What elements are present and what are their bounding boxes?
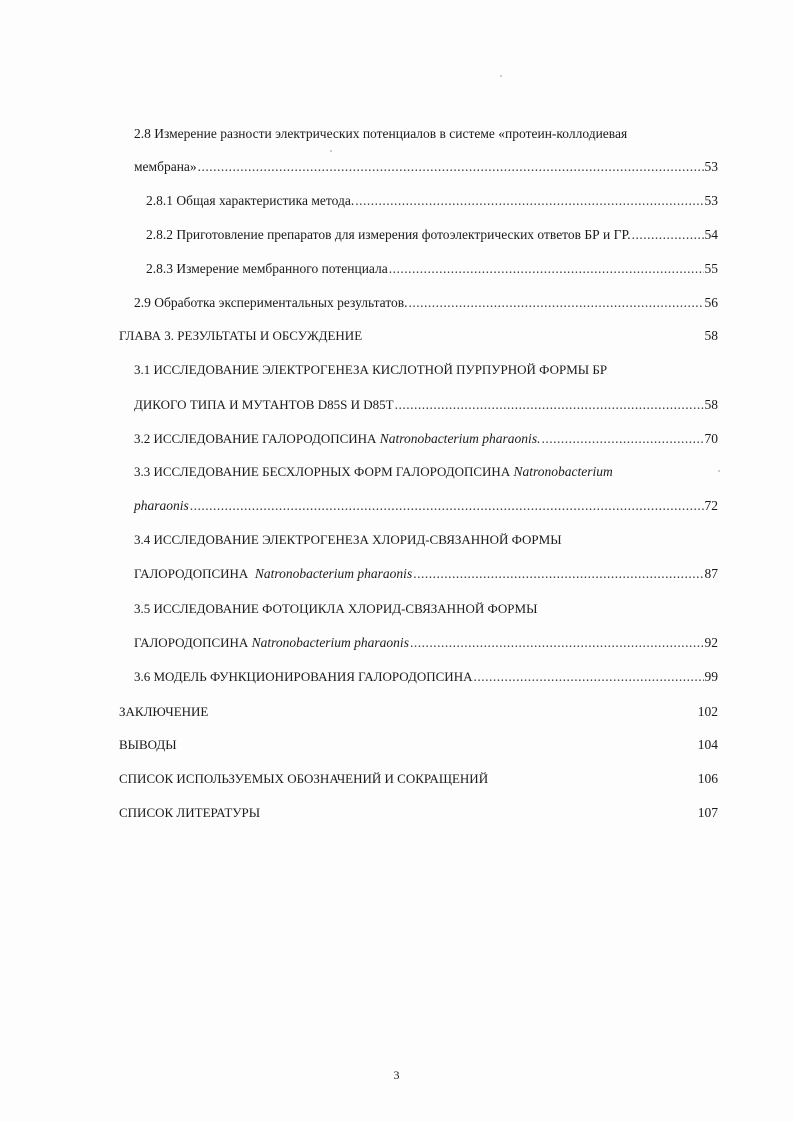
toc-page-number: 58 <box>704 328 718 343</box>
scan-speck <box>330 150 332 152</box>
toc-page-number: 53 <box>704 159 718 174</box>
toc-section-title: ЗАКЛЮЧЕНИЕ <box>119 704 209 719</box>
toc-entry-text: 2.9 Обработка экспериментальных результатов. <box>134 295 408 310</box>
toc-conclusions-list <box>119 736 718 754</box>
leader-dots <box>473 668 703 686</box>
leader-dots <box>409 294 704 312</box>
toc-entry-2-8 <box>134 158 718 176</box>
toc-page-number: 54 <box>704 227 718 242</box>
toc-entry-text: 2.8.2 Приготовление препаратов для измерения фотоэлектрических ответов БР и ГР. <box>146 227 631 242</box>
leader-dots <box>413 565 703 583</box>
toc-entry-text: pharaonis <box>134 498 189 513</box>
toc-entry-3-5 <box>134 634 718 652</box>
leader-dots <box>198 158 704 176</box>
toc-page-number: 107 <box>697 805 718 820</box>
toc-entry-text: ДИКОГО ТИПА И МУТАНТОВ D85S И D85T <box>134 397 394 412</box>
leader-dots <box>541 430 703 448</box>
toc-page-number: 53 <box>704 193 718 208</box>
toc-page-number: 70 <box>704 431 718 446</box>
toc-page-number: 72 <box>704 498 718 513</box>
toc-entry-text: 2.8.1 Общая характеристика метода. <box>146 193 355 208</box>
toc-section-title: СПИСОК ИСПОЛЬЗУЕМЫХ ОБОЗНАЧЕНИЙ И СОКРАЩЕНИЙ <box>119 771 489 786</box>
toc-entry-text: 2.8.3 Измерение мембранного потенциала <box>146 261 388 276</box>
leader-dots <box>410 634 704 652</box>
toc-entry-3-2 <box>134 430 718 448</box>
toc-entry-text: 3.2 ИССЛЕДОВАНИЕ ГАЛОРОДОПСИНА Natronobacterium pharaonis. <box>134 431 541 446</box>
toc-page-number: 102 <box>697 704 718 719</box>
toc-entry-3-3-line1: 3.3 ИССЛЕДОВАНИЕ БЕСХЛОРНЫХ ФОРМ ГАЛОРОДОПСИНА Natronobacterium <box>134 464 613 479</box>
toc-section-title: ВЫВОДЫ <box>119 737 177 752</box>
toc-page-number: 56 <box>704 295 718 310</box>
toc-entry-3-4 <box>134 565 718 583</box>
toc-page-number: 55 <box>704 261 718 276</box>
scan-speck <box>718 470 720 472</box>
toc-entry-2-8-line1: 2.8 Измерение разности электрических потенциалов в системе «протеин-коллодиевая <box>134 126 628 141</box>
scan-speck <box>500 75 502 77</box>
toc-entry-3-5-line1: 3.5 ИССЛЕДОВАНИЕ ФОТОЦИКЛА ХЛОРИД-СВЯЗАННОЙ ФОРМЫ <box>134 601 538 616</box>
toc-abbreviations <box>119 770 718 788</box>
toc-entry-3-1 <box>134 396 718 414</box>
toc-entry-text: ГАЛОРОДОПСИНА Natronobacterium pharaonis <box>134 635 409 650</box>
toc-entry-text: 3.6 МОДЕЛЬ ФУНКЦИОНИРОВАНИЯ ГАЛОРОДОПСИНА <box>134 669 473 684</box>
leader-dots <box>632 226 704 244</box>
toc-page-number: 104 <box>697 737 718 752</box>
toc-entry-3-6 <box>134 668 718 686</box>
toc-page-number: 106 <box>697 771 718 786</box>
leader-dots <box>389 260 704 278</box>
leader-dots <box>190 497 704 515</box>
toc-entry-3-1-line1: 3.1 ИССЛЕДОВАНИЕ ЭЛЕКТРОГЕНЕЗА КИСЛОТНОЙ ПУРПУРНОЙ ФОРМЫ БР <box>134 362 608 377</box>
toc-entry-text: ГАЛОРОДОПСИНА Natronobacterium pharaonis <box>134 566 413 581</box>
toc-section-title: СПИСОК ЛИТЕРАТУРЫ <box>119 805 261 820</box>
toc-page-number: 92 <box>704 635 718 650</box>
leader-dots <box>355 192 703 210</box>
page-number: 3 <box>393 1068 400 1082</box>
toc-entry-2-9 <box>134 294 718 312</box>
toc-chapter-title: ГЛАВА 3. РЕЗУЛЬТАТЫ И ОБСУЖДЕНИЕ <box>119 328 363 343</box>
toc-entry-2-8-3 <box>146 260 718 278</box>
toc-conclusion <box>119 703 718 721</box>
toc-entry-2-8-2 <box>146 226 718 244</box>
toc-page-number: 58 <box>704 397 718 412</box>
toc-entry-text: мембрана» <box>134 159 197 174</box>
leader-dots <box>395 396 704 414</box>
toc-entry-3-3 <box>134 497 718 515</box>
toc-page-number: 99 <box>704 669 718 684</box>
toc-references <box>119 804 718 822</box>
toc-entry-2-8-1 <box>146 192 718 210</box>
toc-page-number: 87 <box>704 566 718 581</box>
toc-entry-3-4-line1: 3.4 ИССЛЕДОВАНИЕ ЭЛЕКТРОГЕНЕЗА ХЛОРИД-СВЯЗАННОЙ ФОРМЫ <box>134 532 562 547</box>
toc-chapter-3 <box>119 327 718 345</box>
